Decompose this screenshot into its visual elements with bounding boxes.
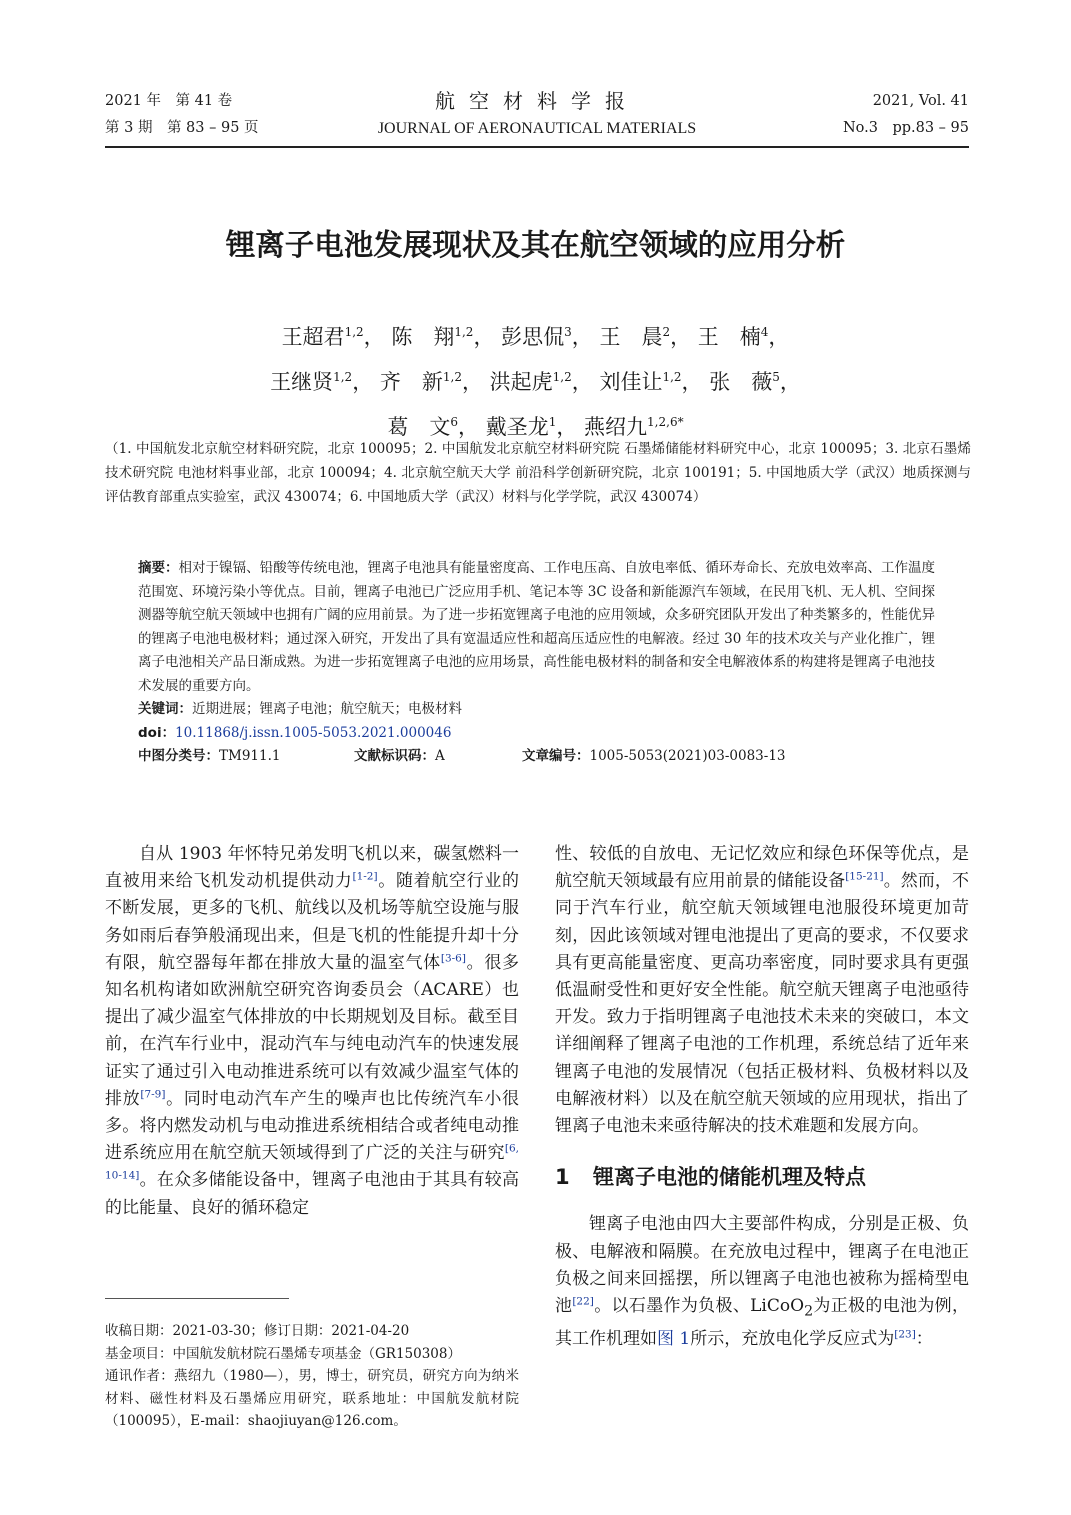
journal-name-en: JOURNAL OF AERONAUTICAL MATERIALS (377, 120, 697, 137)
doc-code-label: 文献标识码： (354, 748, 435, 764)
author: 张 薇$^5$ (709, 370, 780, 394)
section-heading (555, 1164, 969, 1191)
received-date: 收稿日期：2021-03-30；修订日期：2021-04-20 (105, 1323, 410, 1339)
abstract-block (138, 557, 935, 769)
citation-link[interactable]: [1-2] (352, 870, 378, 883)
keywords (138, 698, 935, 722)
corresponding-author: 通讯作者：燕绍九（1980—），男，博士，研究员，研究方向为纳米材料、磁性材料及石墨烯应用研究，联系地址：中国航发航材院（100095），E-mail：shaojiuyan@126.com。 (105, 1368, 519, 1429)
section-title: 锂离子电池的储能机理及特点 (593, 1165, 866, 1190)
doi-label: doi： (138, 724, 176, 741)
article-no-field (522, 745, 786, 769)
citation-link[interactable]: [23] (894, 1327, 916, 1340)
citation-link[interactable]: [6, 10-14] (105, 1142, 519, 1182)
fund-info: 基金项目：中国航发航材院石墨烯专项基金（GR150308） (105, 1345, 461, 1362)
footnotes (105, 1320, 519, 1433)
author: 王超君$^{1,2}$ (281, 325, 364, 349)
clc-label: 中图分类号： (138, 748, 219, 764)
clc-value: TM911.1 (219, 748, 281, 764)
header-center (105, 88, 969, 142)
author: 燕绍九$^{1,2,6*}$ (584, 415, 684, 439)
citation-link[interactable]: [3-6] (440, 952, 466, 965)
body-column-left (105, 841, 519, 1222)
running-header (105, 84, 969, 148)
header-year-volume: 2021 年 第 41 卷 (105, 93, 233, 109)
author-line-1: 王超君$^{1,2}$， 陈 翔$^{1,2}$， 彭思侃$^3$， 王 晨$^2$， 王 楠$^4$， (281, 325, 790, 349)
citation-link[interactable]: [7-9] (140, 1088, 166, 1101)
citation-link[interactable]: [22] (572, 1295, 594, 1308)
journal-name-cn: 航空材料学报 (435, 89, 639, 113)
classification-line (138, 745, 935, 769)
author-line-3: 葛 文$^6$， 戴圣龙$^1$， 燕绍九$^{1,2,6*}$ (387, 415, 684, 439)
author: 王继贤$^{1,2}$ (270, 370, 353, 394)
header-right (843, 88, 969, 142)
abstract-text: 相对于镍镉、铅酸等传统电池，锂离子电池具有能量密度高、工作电压高、自放电率低、循环寿命长、充放电效率高、工作温度范围宽、环境污染小等优点。目前，锂离子电池已广泛应用手机、笔记本等 3C 设备和新能源汽车领域，在民用飞机、无人机、空间探测器等航空航天领域中也拥有广阔的应用前景。为了进一步拓宽锂离子电池的应用领域，众多研究团队开发出了种类繁多的，性能优异的锂离子电池电极材料；通过深入研究，开发出了具有宽温适应性和超高压适应性的电解液。经过 30 年的技术攻关与产业化推广，锂离子电池相关产品日渐成熟。为进一步拓宽锂离子电池的应用场景，高性能电极材料的制备和安全电解液体系的构建将是锂离子电池技术发展的重要方向。 (138, 560, 936, 694)
author: 陈 翔$^{1,2}$ (391, 325, 474, 349)
section-number: 1 (555, 1165, 570, 1190)
subscript: 2 (804, 1303, 814, 1320)
author-line-2: 王继贤$^{1,2}$， 齐 新$^{1,2}$， 洪起虎$^{1,2}$， 刘佳让$^{1,2}$， 张 薇$^5$， (270, 370, 801, 394)
header-issue-pages: 第 3 期 第 83 – 95 页 (105, 120, 259, 136)
body-paragraph: 自从 1903 年怀特兄弟发明飞机以来，碳氢燃料一直被用来给飞机发动机提供动力[1-2]。随着航空行业的不断发展，更多的飞机、航线以及机场等航空设施与服务如雨后春笋般涌现出来，但是飞机的性能提升却十分有限，航空器每年都在排放大量的温室气体[3-6]。很多知名机构诸如欧洲航空研究咨询委员会（ACARE）也提出了减少温室气体排放的中长期规划及目标。截至目前，在汽车行业中，混动汽车与纯电动汽车的快速发展证实了通过引入电动推进系统可以有效减少温室气体的排放[7-9]。同时电动汽车产生的噪声也比传统汽车小很多。将内燃发动机与电动推进系统相结合或者纯电动推进系统应用在航空航天领域得到了广泛的关注与研究[6, 10-14]。在众多储能设备中，锂离子电池由于其具有较高的比能量、良好的循环稳定 (105, 844, 520, 1218)
body-paragraph: 性、较低的自放电、无记忆效应和绿色环保等优点，是航空航天领域最有应用前景的储能设备[15-21]。然而，不同于汽车行业，航空航天领域锂电池服役环境更加苛刻，因此该领域对锂电池提出了更高的要求，不仅要求具有更高能量密度、更高功率密度，同时要求具有更强低温耐受性和更好安全性能。航空航天锂离子电池亟待开发。致力于指明锂离子电池技术未来的突破口，本文详细阐释了锂离子电池的工作机理，系统总结了近年来锂离子电池的发展情况（包括正极材料、负极材料以及电解液材料）以及在航空航天领域的应用现状，指出了锂离子电池未来亟待解决的技术难题和发展方向。 (555, 844, 970, 1137)
header-year-vol-en: 2021, Vol. 41 (872, 93, 969, 109)
author: 王 楠$^4$ (697, 325, 769, 349)
body-paragraph: 锂离子电池由四大主要部件构成，分别是正极、负极、电解液和隔膜。在充放电过程中，锂离子在电池正负极之间来回摇摆，所以锂离子电池也被称为摇椅型电池[22]。以石墨作为负极、LiCoO$_2$为正极的电池为例，其工作机理如图 1所示，充放电化学反应式为[23]： (555, 1214, 970, 1349)
keywords-label: 关键词： (138, 701, 192, 717)
keywords-text: 近期进展；锂离子电池；航空航天；电极材料 (192, 701, 462, 717)
author: 葛 文$^6$ (387, 415, 459, 439)
doc-code-field (354, 745, 522, 769)
abstract-label: 摘要： (138, 560, 179, 576)
author: 洪起虎$^{1,2}$ (489, 370, 572, 394)
author: 齐 新$^{1,2}$ (379, 370, 462, 394)
clc-field (138, 745, 354, 769)
body-column-right (555, 841, 969, 1353)
affiliations: （1. 中国航发北京航空材料研究院，北京 100095；2. 中国航发北京航空材料研究院 石墨烯储能材料研究中心，北京 100095；3. 北京石墨烯技术研究院 电池材料事业部，北京 100094；4. 北京航空航天大学 前沿科学创新研究院，北京 100191；5. 中国地质大学（武汉）地质探测与评估教育部重点实验室，武汉 430074；6. 中国地质大学（武汉）材料与化学学院，武汉 430074） (105, 441, 971, 505)
footnote-divider (105, 1298, 289, 1299)
paper-title: 锂离子电池发展现状及其在航空领域的应用分析 (225, 228, 846, 262)
article-no-value: 1005-5053(2021)03-0083-13 (589, 748, 786, 764)
author: 王 晨$^2$ (599, 325, 671, 349)
figure-link[interactable]: 图 1 (657, 1328, 691, 1349)
author: 刘佳让$^{1,2}$ (599, 370, 682, 394)
header-no-pages-en: No.3 pp.83 – 95 (842, 120, 969, 136)
doc-code-value: A (435, 748, 445, 764)
abstract (138, 557, 935, 698)
doi-line (138, 722, 935, 746)
author: 戴圣龙$^1$ (485, 415, 557, 439)
doi-link[interactable]: 10.11868/j.issn.1005-5053.2021.000046 (175, 724, 452, 741)
citation-link[interactable]: [15-21] (845, 870, 884, 883)
author-list (0, 312, 1071, 447)
author: 彭思侃$^3$ (501, 325, 572, 349)
article-no-label: 文章编号： (522, 748, 590, 764)
